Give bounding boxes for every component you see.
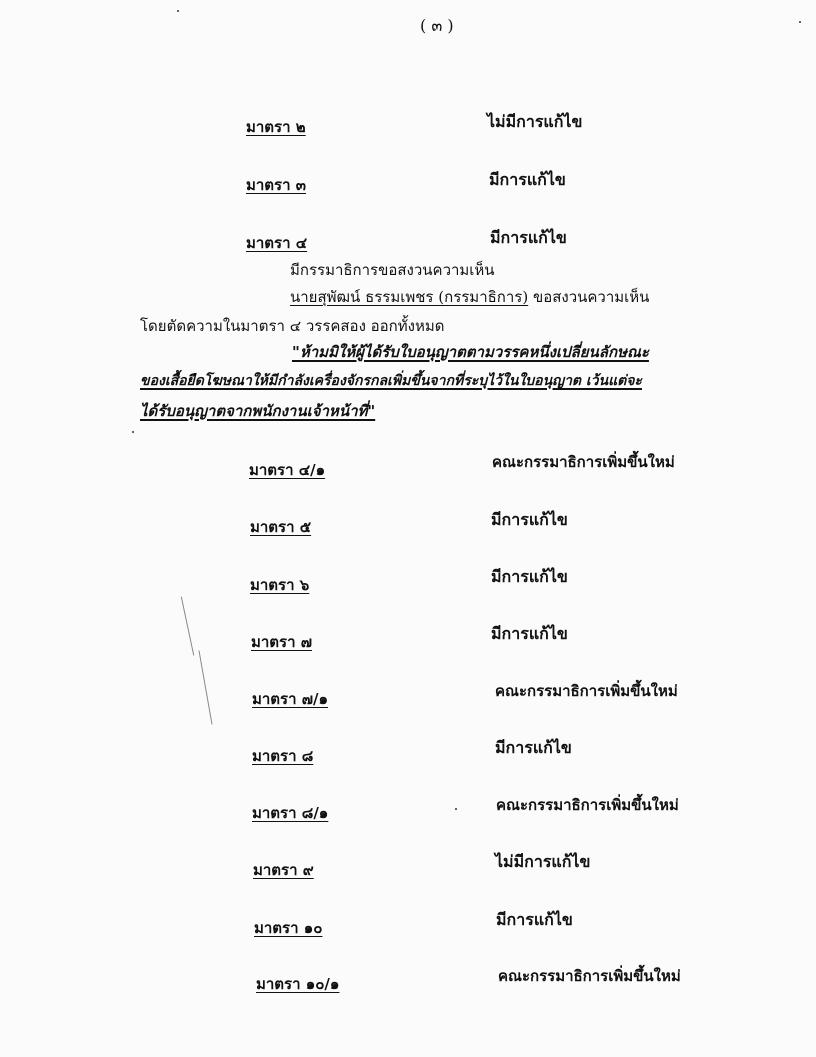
section-status: คณะกรรมาธิการเพิ่มขึ้นใหม่	[498, 967, 681, 985]
section-label: มาตรา ๖	[250, 576, 310, 594]
section-label: มาตรา ๘	[252, 747, 314, 765]
section-label: มาตรา ๑๐/๑	[256, 975, 340, 993]
quoted-text-line: ของเสื้อยืดโฆษณาให้มีกำลังเครื่องจักรกลเพิ่มขึ้นจากที่ระบุไว้ในใบอนุญาต เว้นแต่จะ	[140, 373, 642, 389]
quoted-text-line: "ห้ามมิให้ผู้ได้รับใบอนุญาตตามวรรคหนึ่งเปลี่ยนลักษณะ	[292, 343, 649, 361]
section-label: มาตรา ๔	[246, 234, 308, 252]
scan-speck	[132, 431, 134, 433]
section-status: มีการแก้ไข	[495, 738, 572, 757]
section-label: มาตรา ๕	[250, 518, 312, 536]
section-status: มีการแก้ไข	[489, 170, 566, 189]
committee-member-name: นายสุพัฒน์ ธรรมเพชร (กรรมาธิการ)	[290, 288, 529, 306]
section-status: ไม่มีการแก้ไข	[487, 112, 583, 131]
reservation-detail-line: โดยตัดความในมาตรา ๔ วรรคสอง ออกทั้งหมด	[140, 317, 445, 335]
reservation-suffix: ขอสงวนความเห็น	[528, 288, 650, 306]
reservation-member-line	[290, 285, 649, 309]
section-label: มาตรา ๓	[246, 176, 307, 194]
section-label: มาตรา ๔/๑	[249, 461, 326, 479]
section-status: มีการแก้ไข	[491, 567, 568, 586]
scan-speck	[799, 21, 801, 23]
section-status: ไม่มีการแก้ไข	[495, 852, 591, 871]
section-label: มาตรา ๘/๑	[252, 804, 329, 822]
section-label: มาตรา ๒	[246, 118, 306, 136]
section-label: มาตรา ๙	[253, 861, 314, 879]
scan-streak	[198, 650, 212, 724]
section-status: คณะกรรมาธิการเพิ่มขึ้นใหม่	[496, 796, 679, 814]
scan-speck	[177, 10, 179, 12]
section-label: มาตรา ๗/๑	[252, 690, 329, 708]
section-label: มาตรา ๗	[251, 633, 313, 651]
scan-streak	[181, 597, 194, 656]
page-number: ( ๓ )	[420, 16, 454, 35]
section-status: มีการแก้ไข	[496, 910, 573, 929]
section-status: มีการแก้ไข	[491, 510, 568, 529]
section-status: มีการแก้ไข	[490, 228, 567, 247]
scan-speck	[455, 808, 457, 810]
quoted-text-line: ได้รับอนุญาตจากพนักงานเจ้าหน้าที่"	[140, 402, 376, 420]
section-status: มีการแก้ไข	[491, 624, 568, 643]
reservation-note-line: มีกรรมาธิการขอสงวนความเห็น	[290, 261, 495, 279]
section-label: มาตรา ๑๐	[254, 919, 323, 937]
section-status: คณะกรรมาธิการเพิ่มขึ้นใหม่	[495, 682, 678, 700]
section-status: คณะกรรมาธิการเพิ่มขึ้นใหม่	[492, 453, 675, 471]
